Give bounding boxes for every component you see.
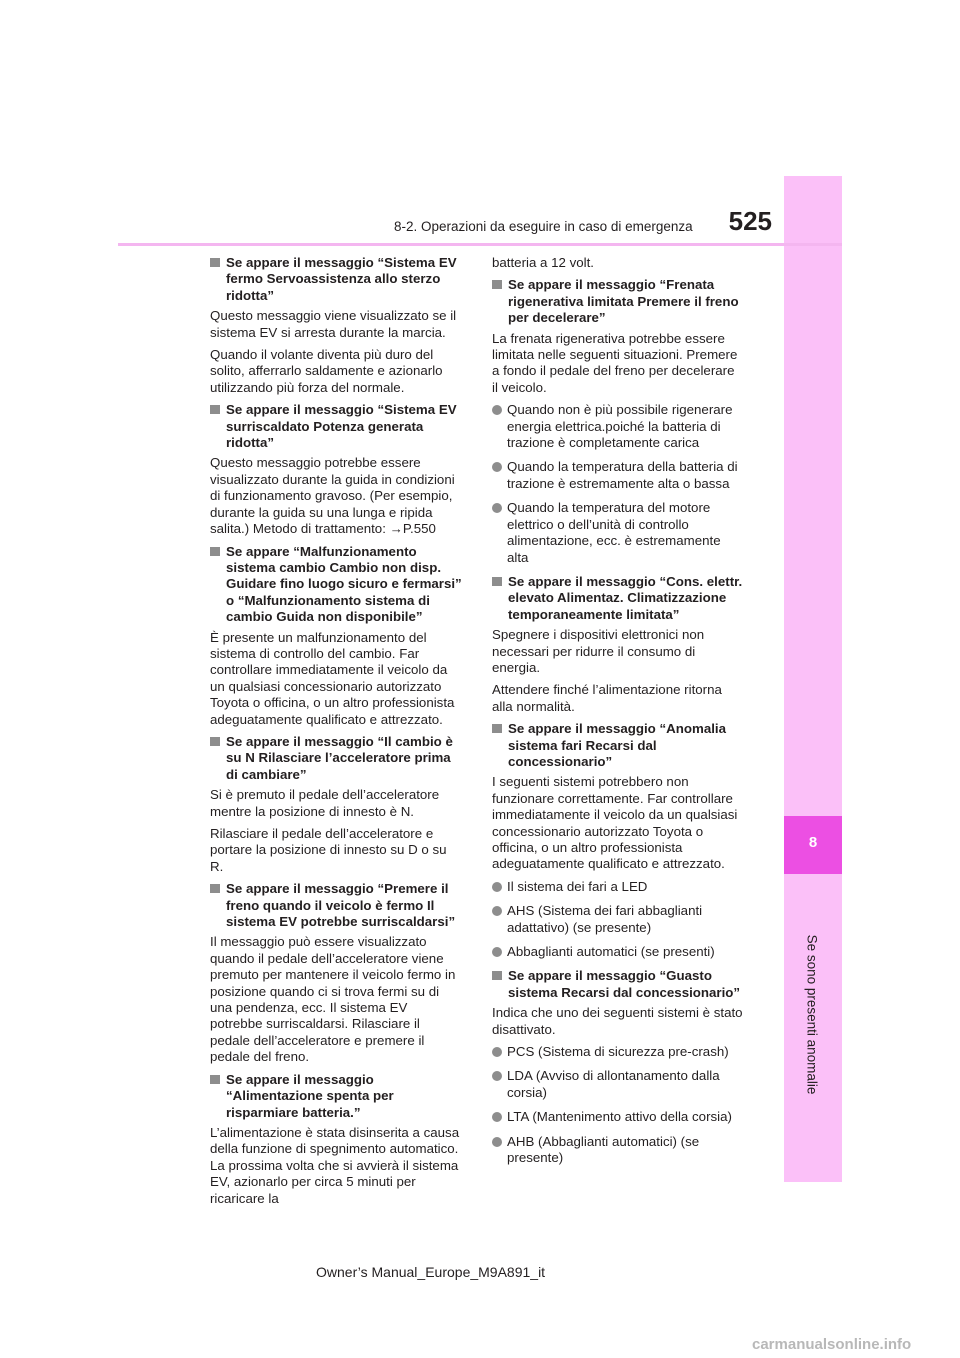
message-heading-text: Se appare il messaggio “Frenata rigenerativa limitata Premere il freno per decelerare” [508, 277, 739, 326]
square-bullet-icon [210, 405, 220, 414]
bullet-text: Il sistema dei fari a LED [507, 878, 648, 894]
bullet-item [492, 1109, 744, 1125]
circle-bullet-icon [492, 882, 502, 892]
circle-bullet-icon [492, 947, 502, 957]
message-heading [210, 881, 462, 930]
bullet-item [492, 459, 744, 492]
square-bullet-icon [210, 884, 220, 893]
square-bullet-icon [210, 258, 220, 267]
bullet-item [492, 402, 744, 451]
circle-bullet-icon [492, 1137, 502, 1147]
message-heading-text: Se appare il messaggio “Sistema EV surriscaldato Potenza generata ridotta” [226, 402, 457, 451]
body-paragraph: batteria a 12 volt. [492, 255, 595, 270]
square-bullet-icon [210, 1075, 220, 1084]
message-heading [210, 544, 462, 626]
body-paragraph: Questo messaggio viene visualizzato se il sistema EV si arresta durante la marcia. [210, 308, 457, 340]
circle-bullet-icon [492, 462, 502, 472]
body-paragraph: Spegnere i dispositivi elettronici non necessari per ridurre il consumo di energia. [492, 627, 705, 675]
body-paragraph: Questo messaggio potrebbe essere visualizzato durante la guida in condizioni di funzionamento gravoso. (Per esempio, durante la guida su una lunga e ripida salita.) Metodo di trattamento: →P.550 [210, 455, 455, 537]
body-paragraph: I seguenti sistemi potrebbero non funzionare correttamente. Far controllare immediatamente il veicolo da un qualsiasi concessionario autorizzato Toyota o officina, o un altro professionista adeguatamente qualificato e attrezzato. [492, 774, 738, 872]
body-paragraph: L’alimentazione è stata disinserita a causa della funzione di spegnimento automatico. La prossima volta che si avvierà il sistema EV, azionarlo per circa 5 minuti per ricaricare la [210, 1124, 460, 1206]
message-heading [210, 734, 462, 783]
bullet-text: AHS (Sistema dei fari abbaglianti adattativo) (se presente) [507, 903, 703, 935]
message-heading-text: Se appare il messaggio “Anomalia sistema fari Recarsi dal concessionario” [508, 721, 726, 769]
message-heading-text: Se appare il messaggio “Premere il freno quando il veicolo è fermo Il sistema EV potrebbe surriscaldarsi” [226, 881, 456, 930]
circle-bullet-icon [492, 503, 502, 513]
chapter-number: 8 [808, 834, 818, 851]
square-bullet-icon [492, 724, 502, 733]
bullet-text: LTA (Mantenimento attivo della corsia) [507, 1109, 732, 1125]
message-heading [492, 277, 744, 326]
manual-id-footer: Owner’s Manual_Europe_M9A891_it [316, 1264, 546, 1280]
bullet-item [492, 500, 744, 566]
message-heading [492, 968, 744, 1001]
circle-bullet-icon [492, 1047, 502, 1057]
square-bullet-icon [492, 971, 502, 980]
bullet-text: LDA (Avviso di allontanamento dalla corsia) [507, 1068, 720, 1100]
message-heading [210, 1072, 462, 1121]
bullet-text: PCS (Sistema di sicurezza pre-crash) [507, 1044, 729, 1060]
square-bullet-icon [210, 547, 220, 556]
square-bullet-icon [210, 737, 220, 746]
message-heading-text: Se appare il messaggio “Alimentazione spenta per risparmiare batteria.” [226, 1071, 394, 1120]
message-heading-text: Se appare “Malfunzionamento sistema cambio Cambio non disp. Guidare fino luogo sicuro e fermarsi” o “Malfunzionamento sistema di cambio Guida non disponibile” [226, 543, 462, 625]
square-bullet-icon [492, 280, 502, 289]
circle-bullet-icon [492, 906, 502, 916]
body-paragraph: Rilasciare il pedale dell’acceleratore e portare la posizione di innesto su D o su R. [210, 826, 447, 874]
body-paragraph: Indica che uno dei seguenti sistemi è stato disattivato. [492, 1005, 743, 1037]
bullet-text: Quando la temperatura del motore elettrico o dell’unità di controllo alimentazione, ecc. è estremamente alta [507, 500, 721, 565]
message-heading [492, 574, 744, 623]
bullet-item [492, 1044, 744, 1060]
page-number: 525 [728, 206, 772, 236]
message-heading-text: Se appare il messaggio “Sistema EV fermo Servoassistenza allo sterzo ridotta” [226, 255, 457, 303]
message-heading-text: Se appare il messaggio “Cons. elettr. elevato Alimentaz. Climatizzazione temporaneamente limitata” [508, 573, 743, 622]
bullet-text: AHB (Abbaglianti automatici) (se presente) [507, 1133, 700, 1166]
square-bullet-icon [492, 577, 502, 586]
right-column [492, 255, 744, 1175]
body-paragraph: La frenata rigenerativa potrebbe essere limitata nelle seguenti situazioni. Premere a fondo il pedale del freno per decelerare il veicolo. [492, 330, 738, 395]
body-paragraph: Si è premuto il pedale dell’acceleratore mentre la posizione di innesto è N. [210, 787, 440, 819]
watermark: carmanualsonline.info [752, 1336, 912, 1353]
bullet-text: Quando la temperatura della batteria di trazione è estremamente alta o bassa [507, 459, 738, 491]
body-paragraph: È presente un malfunzionamento del sistema di controllo del cambio. Far controllare immediatamente il veicolo da un qualsiasi concessionario autorizzato Toyota o officina, o un altro professionista adeguatamente qualificato e attrezzato. [210, 629, 455, 727]
circle-bullet-icon [492, 1071, 502, 1081]
section-title: 8-2. Operazioni da eseguire in caso di emergenza [394, 219, 693, 234]
bullet-item [492, 1068, 744, 1101]
left-column [210, 255, 462, 1213]
circle-bullet-icon [492, 1112, 502, 1122]
circle-bullet-icon [492, 405, 502, 415]
message-heading [210, 402, 462, 451]
body-paragraph: Attendere finché l’alimentazione ritorna alla normalità. [492, 682, 722, 714]
bullet-item [492, 903, 744, 936]
body-paragraph: Il messaggio può essere visualizzato quando il pedale dell’acceleratore viene premuto per mantenere il veicolo fermo in posizione quando ci si trova fermi su di una pendenza, ecc. Il sistema EV potrebbe surriscaldarsi. Rilasciare il pedale dell’acceleratore e premere il pedale del freno. [210, 934, 456, 1065]
body-paragraph: Quando il volante diventa più duro del solito, afferrarlo saldamente e azionarlo utilizzando più forza del normale. [210, 347, 443, 395]
header-divider [118, 243, 842, 246]
message-heading [210, 255, 462, 304]
message-heading-text: Se appare il messaggio “Guasto sistema Recarsi dal concessionario” [508, 968, 741, 1000]
message-heading [492, 721, 744, 770]
bullet-text: Abbaglianti automatici (se presenti) [507, 944, 715, 960]
bullet-item [492, 944, 744, 960]
bullet-item [492, 879, 744, 895]
chapter-label: Se sono presenti anomalie [804, 934, 820, 1095]
message-heading-text: Se appare il messaggio “Il cambio è su N Rilasciare l’acceleratore prima di cambiare” [226, 733, 453, 782]
bullet-text: Quando non è più possibile rigenerare energia elettrica.poiché la batteria di trazione è completamente carica [507, 402, 733, 451]
bullet-item [492, 1134, 744, 1167]
